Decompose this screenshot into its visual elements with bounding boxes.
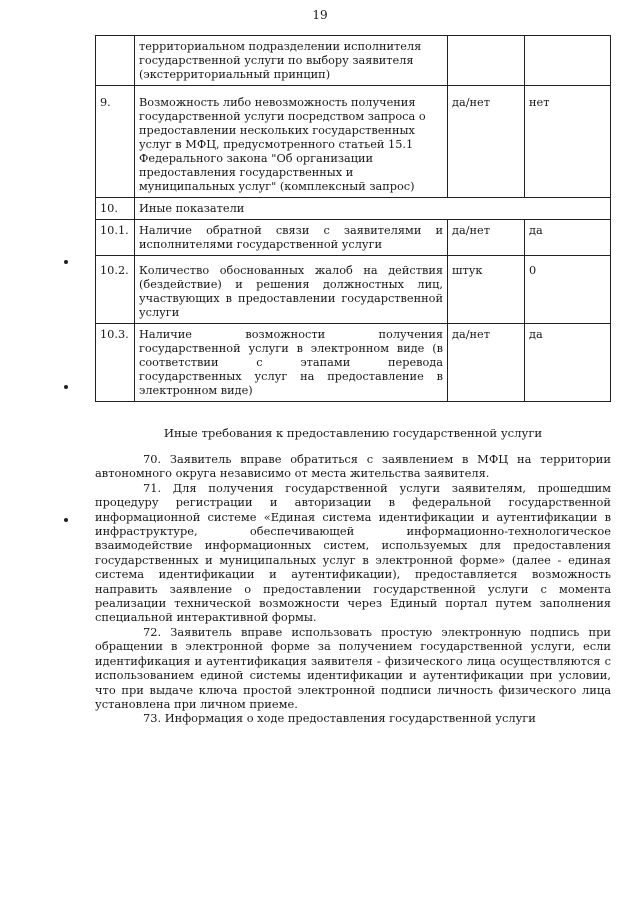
unit-of-measure: да/нет	[448, 220, 525, 256]
unit-of-measure	[448, 36, 525, 86]
unit-of-measure: да/нет	[448, 324, 525, 402]
indicator-name: Количество обоснованных жалоб на действия (бездействие) и решения должностных лиц, участвующих в предоставлении государственной услуги	[135, 256, 448, 324]
normative-value: да	[525, 324, 611, 402]
row-number	[96, 36, 135, 86]
normative-value: 0	[525, 256, 611, 324]
paragraph: 72. Заявитель вправе использовать простую электронную подпись при обращении в электронной форме за получением государственной услуги, если идентификация и аутентификация заявителя - физического лица осуществляются с использованием единой системы идентификации и аутентификации при условии, что при выдаче ключа простой электронной подписи личность физического лица установлена при личном приеме.	[95, 624, 611, 711]
paragraph: 70. Заявитель вправе обратиться с заявлением в МФЦ на территории автономного округа независимо от места жительства заявителя.	[95, 452, 611, 481]
normative-value: нет	[525, 86, 611, 198]
paragraph: 71. Для получения государственной услуги заявителям, прошедшим процедуру регистрации и авторизации в федеральной государственной информационной системе «Единая система идентификации и аутентификации в инфраструктуре, обеспечивающей информационно-технологическое взаимодействие информационных систем, используемых для предоставления государственных и муниципальных услуг в электронной форме» (далее - единая система идентификации и аутентификации), предоставляется возможность направить заявление о предоставлении государственной услуги с момента реализации технической возможности через Единый портал путем заполнения специальной интерактивной формы.	[95, 480, 611, 625]
table-row	[96, 198, 611, 220]
row-number: 10.2.	[96, 256, 135, 324]
indicator-name: Иные показатели	[135, 198, 611, 220]
body-text	[95, 452, 611, 726]
indicator-name: Наличие обратной связи с заявителями и исполнителями государственной услуги	[135, 220, 448, 256]
page-number: 19	[312, 8, 328, 22]
row-number: 10.1.	[96, 220, 135, 256]
margin-mark	[64, 385, 68, 389]
row-number: 9.	[96, 86, 135, 198]
section-heading: Иные требования к предоставлению государственной услуги	[163, 426, 543, 440]
unit-of-measure: да/нет	[448, 86, 525, 198]
table-row	[96, 324, 611, 402]
row-number: 10.	[96, 198, 135, 220]
normative-value	[525, 36, 611, 86]
indicators-table	[95, 35, 611, 402]
indicator-name: Наличие возможности получения государственной услуги в электронном виде (в соответствии с этапами перевода государственных услуг на предоставление в электронном виде)	[135, 324, 448, 402]
table-row	[96, 256, 611, 324]
unit-of-measure: штук	[448, 256, 525, 324]
indicator-name: территориальном подразделении исполнителя государственной услуги по выбору заявителя (экстерриториальный принцип)	[135, 36, 448, 86]
table-row	[96, 220, 611, 256]
margin-mark	[64, 518, 68, 522]
normative-value: да	[525, 220, 611, 256]
indicator-name: Возможность либо невозможность получения государственной услуги посредством запроса о предоставлении нескольких государственных услуг в МФЦ, предусмотренного статьей 15.1 Федерального закона "Об организации предоставления государственных и муниципальных услуг" (комплексный запрос)	[135, 86, 448, 198]
margin-mark	[64, 260, 68, 264]
table-row	[96, 36, 611, 86]
table-row	[96, 86, 611, 198]
paragraph: 73. Информация о ходе предоставления государственной услуги	[143, 711, 536, 726]
row-number: 10.3.	[96, 324, 135, 402]
